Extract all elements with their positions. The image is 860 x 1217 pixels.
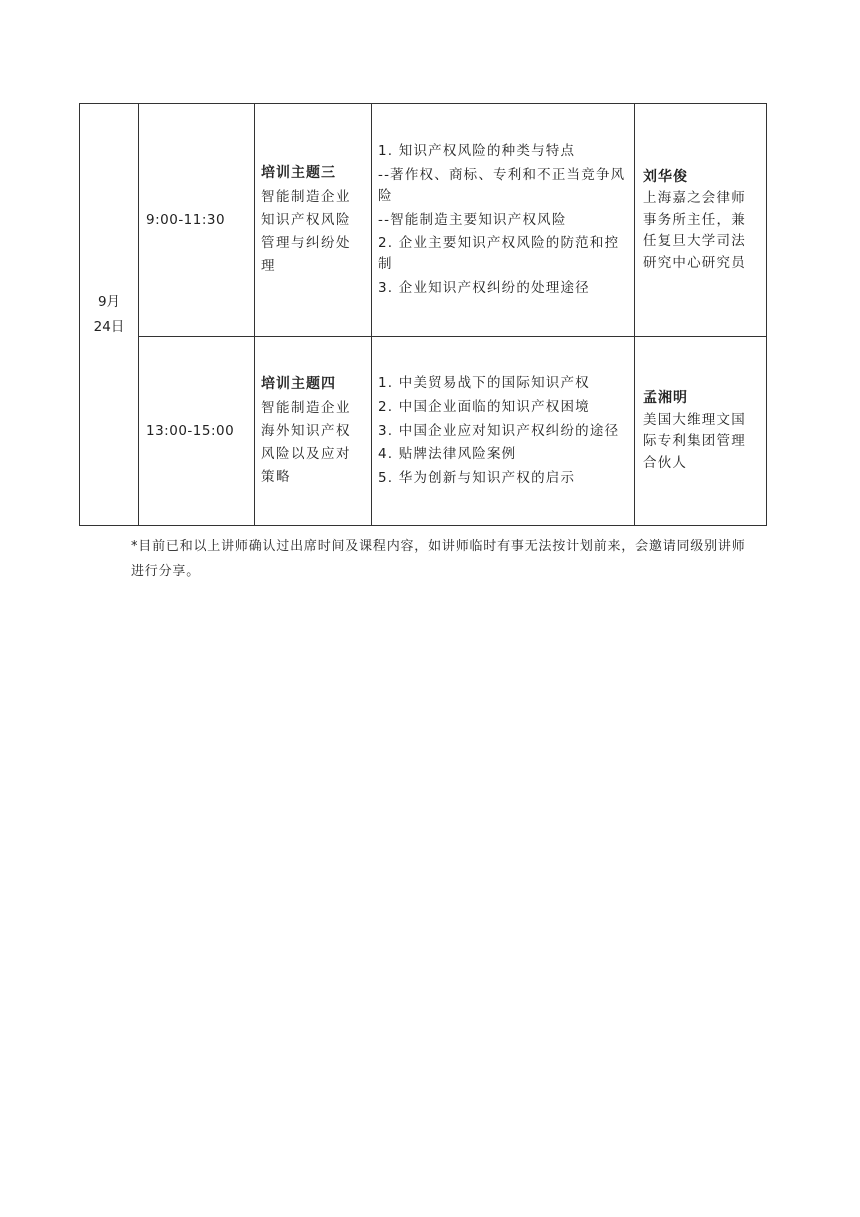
content-item: 1. 中美贸易战下的国际知识产权 <box>378 374 590 391</box>
topic-heading: 培训主题三 <box>261 165 336 182</box>
content-item: --著作权、商标、专利和不正当竞争风险 <box>378 166 626 204</box>
footnote: *目前已和以上讲师确认过出席时间及课程内容，如讲师临时有事无法按计划前来，会邀请同级别讲师进行分享。 <box>131 539 746 579</box>
session-speaker <box>635 104 767 337</box>
date-day: 24日 <box>93 318 125 335</box>
content-item: 1. 知识产权风险的种类与特点 <box>378 142 576 159</box>
content-item: --智能制造主要知识产权风险 <box>378 211 567 228</box>
session-time: 13:00-15:00 <box>139 337 255 526</box>
date-month: 9月 <box>97 294 121 311</box>
session-topic <box>255 337 372 526</box>
speaker-title: 上海嘉之会律师事务所主任，兼任复旦大学司法研究中心研究员 <box>643 190 746 271</box>
topic-text: 智能制造企业知识产权风险管理与纠纷处理 <box>261 189 351 274</box>
session-time: 9:00-11:30 <box>139 104 255 337</box>
table-row <box>80 337 767 526</box>
content-item: 4. 贴牌法律风险案例 <box>378 446 517 463</box>
content-item: 3. 企业知识产权纠纷的处理途径 <box>378 280 590 297</box>
content-item: 3. 中国企业应对知识产权纠纷的途径 <box>378 422 620 439</box>
schedule-table <box>79 103 767 526</box>
content-item: 5. 华为创新与知识产权的启示 <box>378 470 576 487</box>
session-content <box>372 337 635 526</box>
session-content <box>372 104 635 337</box>
content-item: 2. 中国企业面临的知识产权困境 <box>378 398 590 415</box>
session-speaker <box>635 337 767 526</box>
speaker-name: 刘华俊 <box>643 168 688 185</box>
date-cell <box>80 104 139 526</box>
topic-heading: 培训主题四 <box>261 376 336 393</box>
topic-text: 智能制造企业海外知识产权风险以及应对策略 <box>261 400 351 485</box>
table-row <box>80 104 767 337</box>
content-item: 2. 企业主要知识产权风险的防范和控制 <box>378 235 620 273</box>
session-topic <box>255 104 372 337</box>
speaker-name: 孟湘明 <box>643 390 688 407</box>
speaker-title: 美国大维理文国际专利集团管理合伙人 <box>643 411 746 471</box>
